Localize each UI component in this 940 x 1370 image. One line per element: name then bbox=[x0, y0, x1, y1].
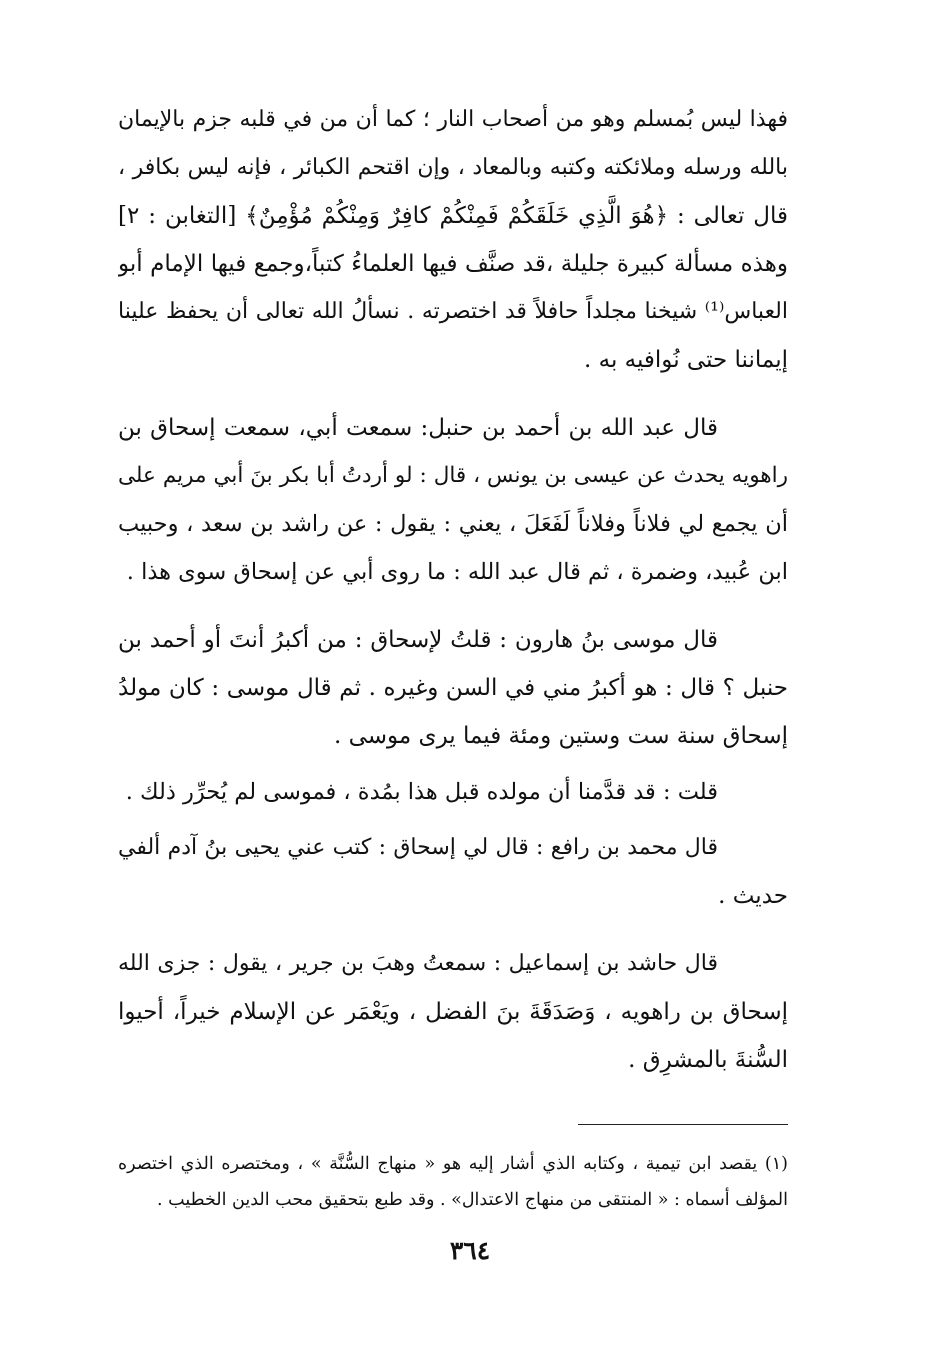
text-line: إيماننا حتى نُوافيه به . bbox=[583, 347, 788, 373]
paragraph bbox=[118, 940, 788, 1084]
text-line: إسحاق سنة ست وستين ومئة فيما يرى موسى . bbox=[333, 723, 788, 749]
footnote-line: (١) يقصد ابن تيمية ، وكتابه الذي أشار إليه هو « منهاج السُّنَّة » ، ومختصره الذي اختصره bbox=[118, 1154, 788, 1174]
paragraph bbox=[118, 616, 788, 760]
text-line: قال تعالى : ﴿هُوَ الَّذِي خَلَقَكُمْ فَمِنْكُمْ كافِرٌ وَمِنْكُمْ مُؤْمِنٌ﴾ [التغابن : ٢] bbox=[118, 203, 788, 229]
paragraph bbox=[118, 768, 788, 816]
paragraph bbox=[118, 96, 788, 384]
text-line: راهويه يحدث عن عيسى بن يونس ، قال : لو أردتُ أبا بكر بنَ أبي مريم على bbox=[118, 463, 788, 488]
page-number: ٣٦٤ bbox=[449, 1236, 491, 1265]
text-line: قال محمد بن رافع : قال لي إسحاق : كتب عني يحيى بنُ آدم ألفي bbox=[118, 835, 718, 860]
footnote-line: المؤلف أسماه : « المنتقى من منهاج الاعتدال» . وقد طبع بتحقيق محب الدين الخطيب . bbox=[157, 1190, 788, 1210]
text-line: قلت : قد قدَّمنا أن مولده قبل هذا بمُدة ، فموسى لم يُحرِّر ذلك . bbox=[125, 779, 718, 805]
text-line: قال عبد الله بن أحمد بن حنبل: سمعت أبي، سمعت إسحاق بن bbox=[118, 415, 718, 441]
text-line: ابن عُبيد، وضمرة ، ثم قال عبد الله : ما روى أبي عن إسحاق سوى هذا . bbox=[126, 559, 788, 585]
text-line: أن يجمع لي فلاناً وفلاناً لَفَعَلَ ، يعني : يقول : عن راشد بن سعد ، وحبيب bbox=[118, 511, 788, 537]
text-line: العباس⁽¹⁾ شيخنا مجلداً حافلاً قد اختصرته . نسألُ الله تعالى أن يحفظ علينا bbox=[118, 299, 788, 324]
paragraph bbox=[118, 824, 788, 920]
footnotes bbox=[118, 1146, 788, 1218]
text-line: بالله ورسله وملائكته وكتبه وبالمعاد ، وإن اقتحم الكبائر ، فإنه ليس بكافر ، bbox=[118, 155, 788, 180]
main-text bbox=[118, 96, 788, 1084]
text-line: إسحاق بن راهويه ، وَصَدَقَةَ بنَ الفضل ، ويَعْمَر عن الإسلام خيراً، أحيوا bbox=[118, 999, 788, 1025]
footnote-separator bbox=[578, 1124, 788, 1125]
text-line: فهذا ليس بُمسلم وهو من أصحاب النار ؛ كما أن من في قلبه جزم بالإيمان bbox=[118, 107, 788, 132]
paragraph bbox=[118, 404, 788, 596]
text-line: قال حاشد بن إسماعيل : سمعتُ وهبَ بن جرير ، يقول : جزى الله bbox=[118, 951, 718, 976]
text-line: حنبل ؟ قال : هو أكبرُ مني في السن وغيره . ثم قال موسى : كان مولدُ bbox=[118, 675, 788, 701]
text-line: حديث . bbox=[718, 883, 788, 909]
text-line: قال موسى بنُ هارون : قلتُ لإسحاق : من أكبرُ أنتَ أو أحمد بن bbox=[118, 627, 718, 653]
text-line: السُّنةَ بالمشرِق . bbox=[628, 1047, 788, 1073]
text-line: وهذه مسألة كبيرة جليلة ،قد صنَّف فيها العلماءُ كتباً،وجمع فيها الإمام أبو bbox=[118, 251, 788, 277]
